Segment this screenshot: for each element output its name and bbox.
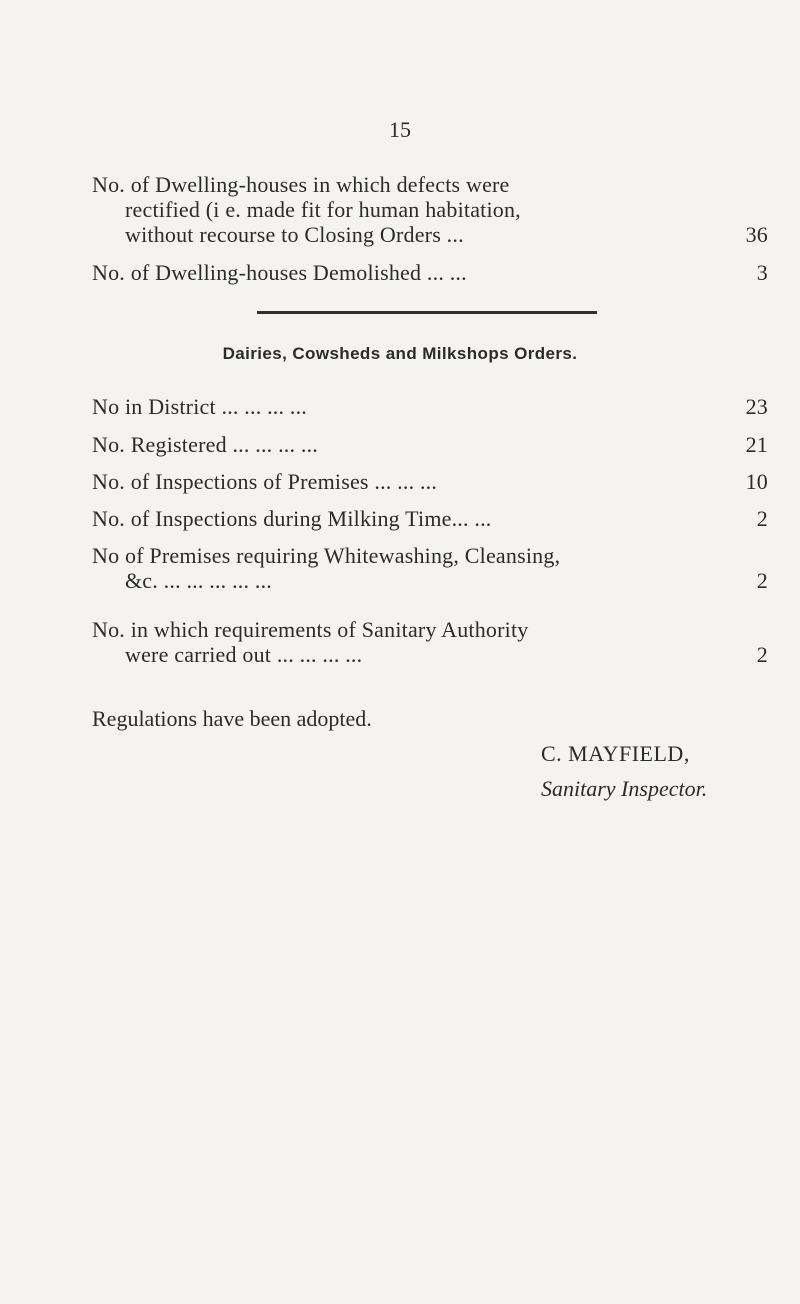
entry-registered <box>92 432 768 457</box>
entry-line: No. in which requirements of Sanitary Authority <box>92 617 529 642</box>
entry-in-district <box>92 394 768 419</box>
entry-inspections-premises <box>92 469 768 494</box>
entry-value: 2 <box>756 568 768 593</box>
entry-line: rectified (i e. made fit for human habitation, <box>125 197 521 222</box>
entry-line: No. Registered ... ... ... ... <box>92 432 318 457</box>
entry-line: No. of Dwelling-houses Demolished ... ... <box>92 260 467 285</box>
entry-line: without recourse to Closing Orders ... <box>125 222 464 247</box>
entry-line: No of Premises requiring Whitewashing, Cleansing, <box>92 543 561 568</box>
page-number: 15 <box>389 117 411 142</box>
entry-whitewashing <box>92 543 768 593</box>
entry-value: 21 <box>745 432 768 457</box>
closing-note: Regulations have been adopted. <box>92 706 372 731</box>
entry-line: No. of Inspections of Premises ... ... ... <box>92 469 438 494</box>
signature-title: Sanitary Inspector. <box>541 776 708 801</box>
entry-line: No. of Dwelling-houses in which defects were <box>92 172 510 197</box>
entry-demolished <box>92 260 768 285</box>
entry-line: No in District ... ... ... ... <box>92 394 307 419</box>
section-heading: Dairies, Cowsheds and Milkshops Orders. <box>222 344 578 363</box>
entry-value: 23 <box>745 394 768 419</box>
signature-name: C. MAYFIELD, <box>541 741 690 766</box>
entry-defects-rectified <box>92 172 768 247</box>
entry-requirements-carried-out <box>92 617 768 667</box>
entry-value: 2 <box>756 506 768 531</box>
entry-inspections-milking <box>92 506 768 531</box>
entry-value: 2 <box>756 642 768 667</box>
entry-value: 36 <box>745 222 768 247</box>
entry-value: 10 <box>745 469 768 494</box>
entry-line: No. of Inspections during Milking Time... ... <box>92 506 492 531</box>
entry-line: &c. ... ... ... ... ... <box>125 568 272 593</box>
entry-value: 3 <box>756 260 768 285</box>
section-divider <box>257 311 597 314</box>
entry-line: were carried out ... ... ... ... <box>125 642 363 667</box>
